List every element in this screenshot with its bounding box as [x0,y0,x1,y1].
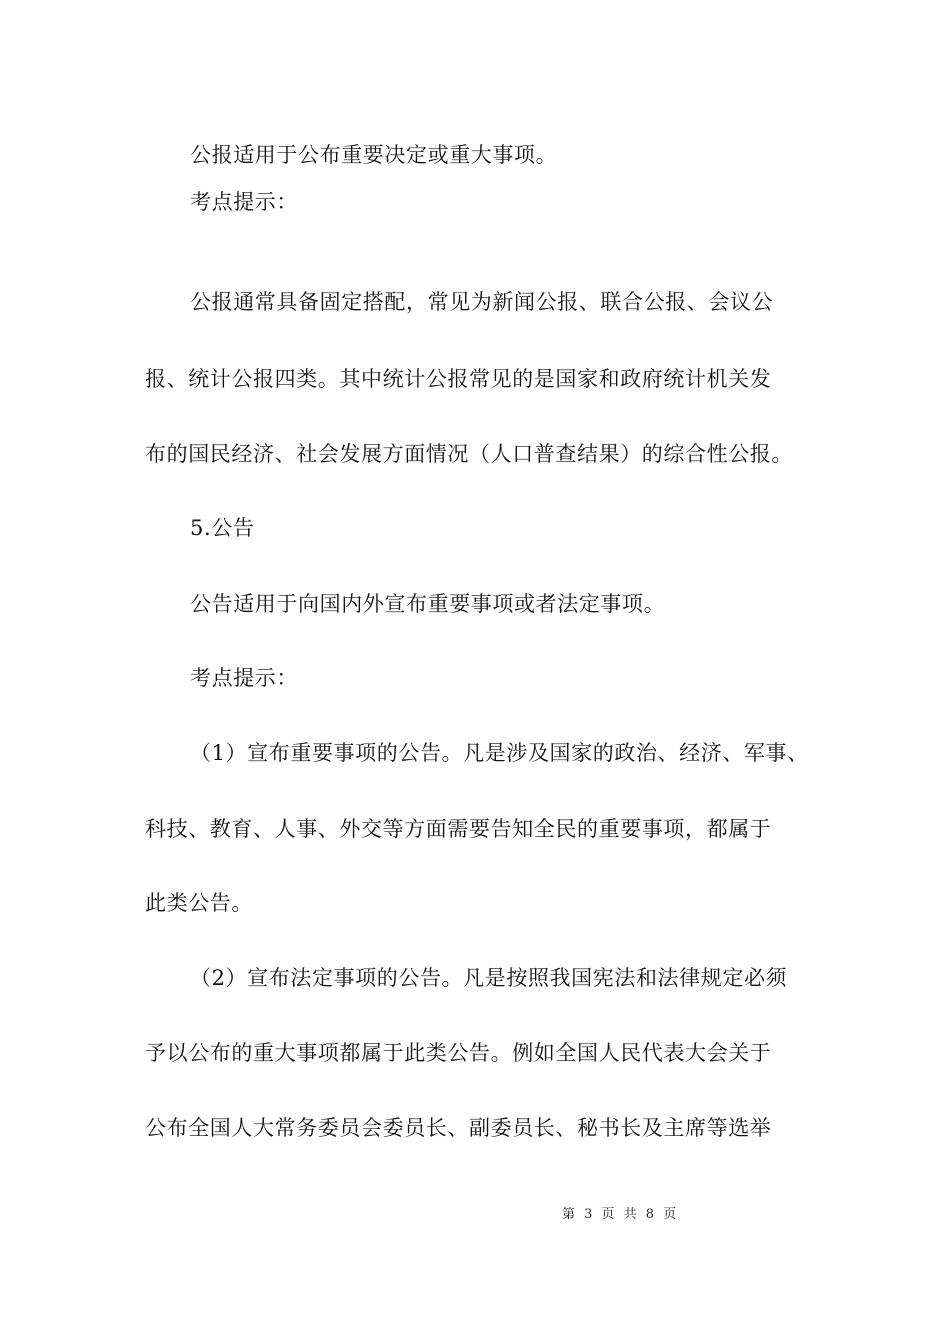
paragraph-line: 报、统计公报四类。其中统计公报常见的是国家和政府统计机关发 [145,367,772,391]
paragraph-line: 予以公布的重大事项都属于此类公告。例如全国人民代表大会关于 [145,1041,772,1065]
page-number-footer: 第 3 页 共 8 页 [562,1207,678,1222]
paragraph-line: 公布全国人大常务委员会委员长、副委员长、秘书长及主席等选举 [145,1116,772,1140]
paragraph-line: 此类公告。 [145,891,253,915]
paragraph-line: 科技、教育、人事、外交等方面需要告知全民的重要事项，都属于 [145,817,772,841]
section-heading: 5.公告 [190,516,255,540]
paragraph-line: 公告适用于向国内外宣布重要事项或者法定事项。 [190,592,666,616]
paragraph-heading: 考点提示： [190,666,298,690]
paragraph-heading: 考点提示： [190,190,298,214]
paragraph-line: 布的国民经济、社会发展方面情况（人口普查结果）的综合性公报。 [145,442,793,466]
paragraph-line: （1）宣布重要事项的公告。凡是涉及国家的政治、经济、军事、 [190,741,809,765]
paragraph-line: （2）宣布法定事项的公告。凡是按照我国宪法和法律规定必须 [190,966,788,990]
paragraph-line: 公报通常具备固定搭配，常见为新闻公报、联合公报、会议公 [190,290,774,314]
paragraph-line: 公报适用于公布重要决定或重大事项。 [190,143,558,167]
